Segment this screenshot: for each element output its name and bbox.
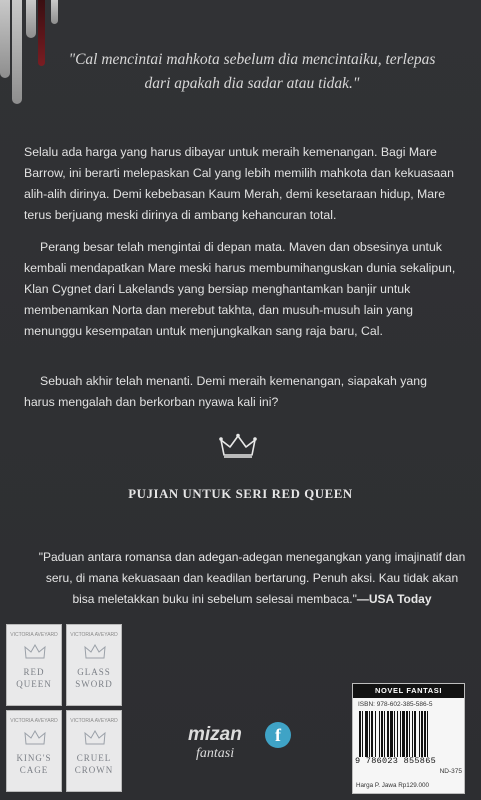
isbn-text: ISBN: 978-602-385-586-5 [358, 701, 433, 708]
crown-icon [23, 729, 47, 747]
logo-f-mark-icon: f [265, 722, 291, 748]
praise-source: —USA Today [356, 592, 432, 606]
crown-icon [218, 433, 258, 459]
drip [26, 0, 36, 38]
book-title-line-1: RED [23, 667, 45, 677]
book-cover-red-queen [6, 624, 62, 706]
barcode-panel [352, 683, 465, 794]
crown-icon [83, 643, 107, 661]
crown-icon [23, 643, 47, 661]
praise-blurb [38, 547, 466, 610]
drip [51, 0, 58, 24]
book-cover-kings-cage [6, 710, 62, 792]
book-title-line-2: SWORD [75, 679, 113, 689]
price-text: Harga P. Jawa Rp129.000 [356, 782, 430, 789]
book-title-line-1: CRUEL [76, 753, 112, 763]
logo-fantasi-text: fantasi [196, 746, 235, 761]
featured-quote [56, 48, 448, 96]
book-author: VICTORIA AVEYARD [70, 632, 118, 638]
quote-line-2: dari apakah dia sadar atau tidak." [144, 75, 360, 92]
book-cover-glass-sword [66, 624, 122, 706]
barcode-icon [358, 711, 460, 757]
book-title-line-1: KING'S [16, 753, 52, 763]
logo-mizan-text: mizan [188, 724, 242, 745]
synopsis-paragraph-1: Selalu ada harga yang harus dibayar untuk meraih kemenangan. Bagi Mare Barrow, ini berarti melepaskan Cal yang lebih memilih mahkota dan kekuasaan alih-alih dirinya. Demi kebebasan Kaum Merah, demi kesetaraan hidup, Mare terus berjuang meski dirinya di ambang kehancuran total. [24, 145, 454, 222]
book-title-line-2: CAGE [19, 765, 49, 775]
book-author: VICTORIA AVEYARD [10, 632, 58, 638]
book-title-line-2: QUEEN [16, 679, 52, 689]
praise-text: "Paduan antara romansa dan adegan-adegan menegangkan yang imajinatif dan seru, di mana kekuasaan dan keadilan bertarung. Penuh aksi. Kau tidak akan bisa meletakkan buku ini sebelum selesai membaca." [38, 550, 466, 606]
book-title-line-1: GLASS [77, 667, 111, 677]
category-label: NOVEL FANTASI [353, 684, 464, 698]
quote-line-1: "Cal mencintai mahkota sebelum dia mencintaiku, terlepas [68, 51, 436, 68]
book-author: VICTORIA AVEYARD [10, 718, 58, 724]
synopsis-paragraph-3: Sebuah akhir telah menanti. Demi meraih kemenangan, siapakah yang harus mengalah dan berkorban nyawa kali ini? [24, 374, 427, 409]
book-author: VICTORIA AVEYARD [70, 718, 118, 724]
drip [38, 0, 45, 66]
mizan-fantasi-logo [188, 718, 294, 766]
catalog-code: ND-375 [439, 768, 462, 775]
book-cover-cruel-crown [66, 710, 122, 792]
synopsis-paragraph-2: Perang besar telah mengintai di depan mata. Maven dan obsesinya untuk kembali mendapatkan Mare meski harus membumihanguskan dunia sekalipun, Klan Cygnet dari Lakelands yang bersiap menghantamkan banjir untuk membenamkan Norta dan merebut takhta, dan musuh-musuh lain yang menunggu kesempatan untuk menjungkalkan sang raja baru, Cal. [24, 240, 456, 338]
crown-icon [83, 729, 107, 747]
barcode-number: 9 786023 855865 [355, 756, 437, 766]
book-title-line-2: CROWN [74, 765, 114, 775]
praise-heading: PUJIAN UNTUK SERI RED QUEEN [128, 487, 353, 501]
drip [0, 0, 10, 78]
drip [12, 0, 22, 104]
